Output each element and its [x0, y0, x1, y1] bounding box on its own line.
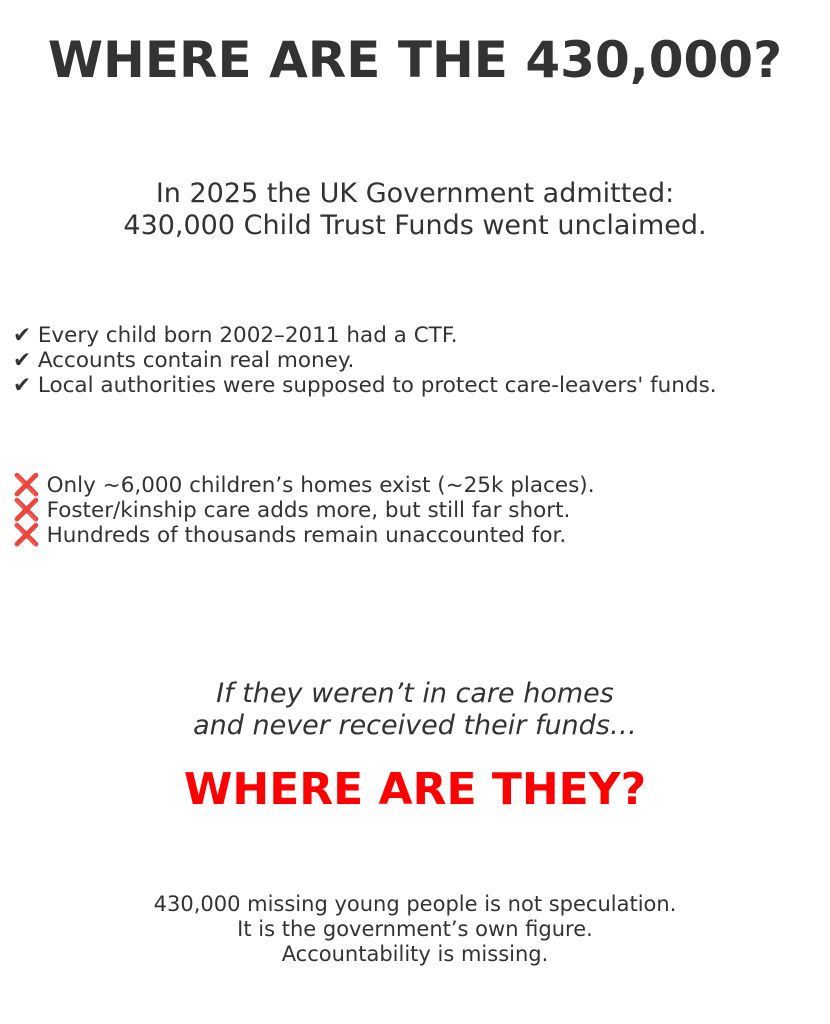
facts-list	[13, 323, 717, 398]
rhetorical-question	[0, 678, 830, 742]
problems-list	[13, 473, 595, 548]
fact-item: ✔ Every child born 2002–2011 had a CTF.	[13, 323, 458, 348]
intro-line-2: 430,000 Child Trust Funds went unclaimed.	[123, 210, 707, 241]
question-line-1: If they weren’t in care homes	[216, 678, 614, 709]
intro-line-1: In 2025 the UK Government admitted:	[155, 178, 675, 209]
page-title: WHERE ARE THE 430,000?	[47, 31, 783, 89]
closing-line: It is the government’s own figure.	[237, 917, 593, 941]
problem-item: ❌ Foster/kinship care adds more, but still far short.	[13, 498, 571, 523]
closing-statement	[0, 892, 830, 967]
fact-item: ✔ Local authorities were supposed to protect care-leavers' funds.	[13, 373, 717, 398]
problem-item: ❌ Hundreds of thousands remain unaccounted for.	[13, 523, 567, 548]
question-line-2: and never received their funds…	[193, 710, 637, 741]
closing-line: Accountability is missing.	[281, 942, 549, 966]
closing-line: 430,000 missing young people is not speculation.	[153, 892, 677, 916]
problem-item: ❌ Only ~6,000 children’s homes exist (~25k places).	[13, 473, 595, 498]
intro-statement	[0, 178, 830, 242]
fact-item: ✔ Accounts contain real money.	[13, 348, 355, 373]
headline-where-are-they: WHERE ARE THEY?	[183, 764, 647, 815]
